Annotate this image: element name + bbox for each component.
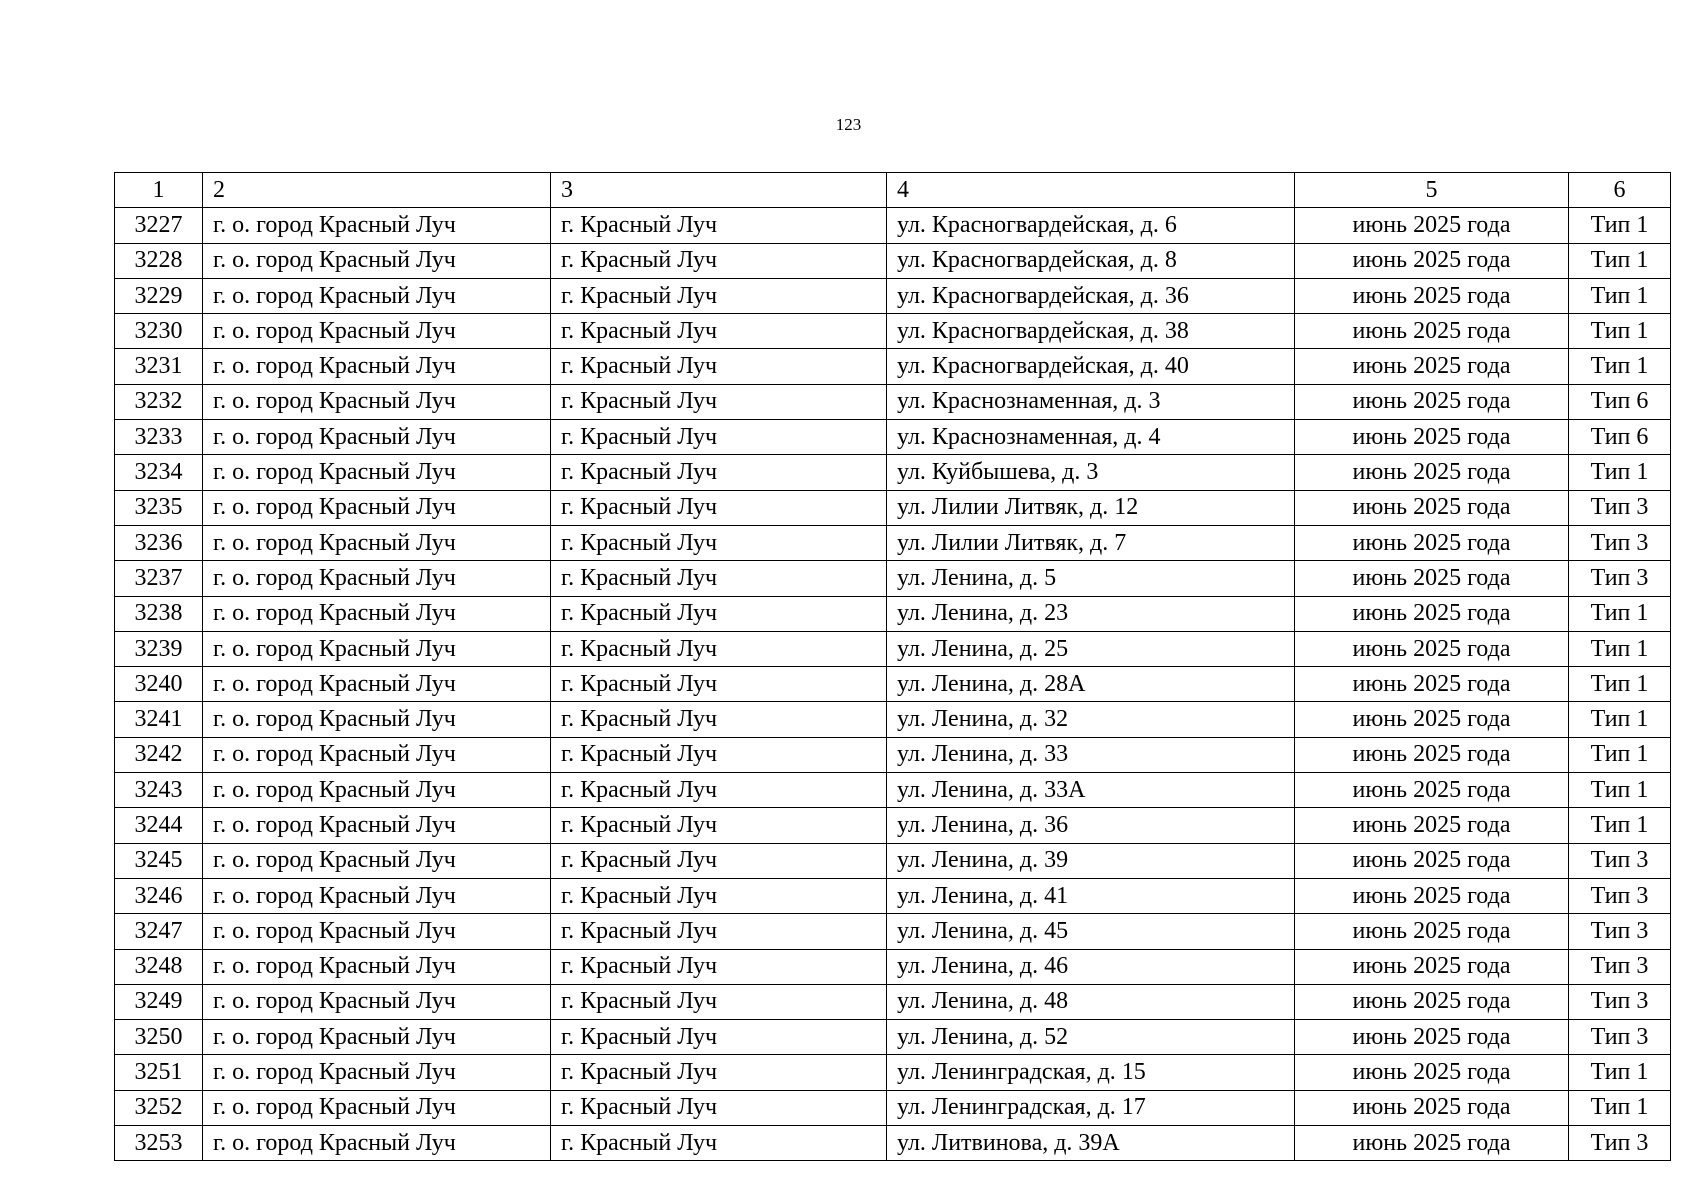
table-row — [115, 349, 1671, 384]
settlement-cell: г. Красный Луч — [551, 843, 887, 878]
table-row — [115, 1126, 1671, 1161]
address-cell: ул. Красногвардейская, д. 38 — [887, 314, 1295, 349]
address-cell: ул. Ленина, д. 32 — [887, 702, 1295, 737]
table-row — [115, 420, 1671, 455]
row-number-cell: 3249 — [115, 984, 203, 1019]
type-cell: Тип 1 — [1569, 349, 1671, 384]
type-cell: Тип 3 — [1569, 490, 1671, 525]
table-row — [115, 208, 1671, 243]
period-cell: июнь 2025 года — [1295, 1090, 1569, 1125]
period-cell: июнь 2025 года — [1295, 384, 1569, 419]
period-cell: июнь 2025 года — [1295, 631, 1569, 666]
period-cell: июнь 2025 года — [1295, 314, 1569, 349]
type-cell: Тип 1 — [1569, 278, 1671, 313]
municipality-cell: г. о. город Красный Луч — [203, 420, 551, 455]
type-cell: Тип 3 — [1569, 843, 1671, 878]
column-header-6: 6 — [1569, 173, 1671, 208]
settlement-cell: г. Красный Луч — [551, 631, 887, 666]
table-row — [115, 561, 1671, 596]
row-number-cell: 3239 — [115, 631, 203, 666]
period-cell: июнь 2025 года — [1295, 278, 1569, 313]
municipality-cell: г. о. город Красный Луч — [203, 490, 551, 525]
row-number-cell: 3250 — [115, 1020, 203, 1055]
address-cell: ул. Ленинградская, д. 15 — [887, 1055, 1295, 1090]
municipality-cell: г. о. город Красный Луч — [203, 1020, 551, 1055]
period-cell: июнь 2025 года — [1295, 949, 1569, 984]
period-cell: июнь 2025 года — [1295, 208, 1569, 243]
row-number-cell: 3253 — [115, 1126, 203, 1161]
settlement-cell: г. Красный Луч — [551, 525, 887, 560]
settlement-cell: г. Красный Луч — [551, 561, 887, 596]
table-row — [115, 949, 1671, 984]
settlement-cell: г. Красный Луч — [551, 667, 887, 702]
row-number-cell: 3241 — [115, 702, 203, 737]
settlement-cell: г. Красный Луч — [551, 1090, 887, 1125]
period-cell: июнь 2025 года — [1295, 561, 1569, 596]
table-row — [115, 455, 1671, 490]
table-row — [115, 667, 1671, 702]
row-number-cell: 3233 — [115, 420, 203, 455]
table-row — [115, 314, 1671, 349]
register-table — [114, 172, 1671, 1161]
settlement-cell: г. Красный Луч — [551, 949, 887, 984]
address-cell: ул. Ленина, д. 39 — [887, 843, 1295, 878]
type-cell: Тип 3 — [1569, 914, 1671, 949]
address-cell: ул. Ленина, д. 45 — [887, 914, 1295, 949]
type-cell: Тип 1 — [1569, 596, 1671, 631]
row-number-cell: 3228 — [115, 243, 203, 278]
table-row — [115, 1020, 1671, 1055]
municipality-cell: г. о. город Красный Луч — [203, 314, 551, 349]
address-cell: ул. Ленина, д. 33 — [887, 737, 1295, 772]
municipality-cell: г. о. город Красный Луч — [203, 737, 551, 772]
type-cell: Тип 3 — [1569, 561, 1671, 596]
type-cell: Тип 1 — [1569, 702, 1671, 737]
period-cell: июнь 2025 года — [1295, 349, 1569, 384]
row-number-cell: 3243 — [115, 773, 203, 808]
row-number-cell: 3230 — [115, 314, 203, 349]
row-number-cell: 3245 — [115, 843, 203, 878]
municipality-cell: г. о. город Красный Луч — [203, 1090, 551, 1125]
address-cell: ул. Ленина, д. 25 — [887, 631, 1295, 666]
municipality-cell: г. о. город Красный Луч — [203, 455, 551, 490]
municipality-cell: г. о. город Красный Луч — [203, 384, 551, 419]
type-cell: Тип 1 — [1569, 631, 1671, 666]
type-cell: Тип 3 — [1569, 878, 1671, 913]
table-row — [115, 773, 1671, 808]
period-cell: июнь 2025 года — [1295, 737, 1569, 772]
table-row — [115, 1055, 1671, 1090]
address-cell: ул. Ленина, д. 28А — [887, 667, 1295, 702]
column-header-3: 3 — [551, 173, 887, 208]
row-number-cell: 3244 — [115, 808, 203, 843]
row-number-cell: 3227 — [115, 208, 203, 243]
municipality-cell: г. о. город Красный Луч — [203, 914, 551, 949]
settlement-cell: г. Красный Луч — [551, 349, 887, 384]
period-cell: июнь 2025 года — [1295, 420, 1569, 455]
settlement-cell: г. Красный Луч — [551, 384, 887, 419]
row-number-cell: 3248 — [115, 949, 203, 984]
address-cell: ул. Ленина, д. 52 — [887, 1020, 1295, 1055]
settlement-cell: г. Красный Луч — [551, 596, 887, 631]
table-row — [115, 243, 1671, 278]
type-cell: Тип 6 — [1569, 420, 1671, 455]
type-cell: Тип 3 — [1569, 949, 1671, 984]
period-cell: июнь 2025 года — [1295, 490, 1569, 525]
settlement-cell: г. Красный Луч — [551, 984, 887, 1019]
period-cell: июнь 2025 года — [1295, 1020, 1569, 1055]
type-cell: Тип 1 — [1569, 1090, 1671, 1125]
municipality-cell: г. о. город Красный Луч — [203, 808, 551, 843]
period-cell: июнь 2025 года — [1295, 525, 1569, 560]
type-cell: Тип 1 — [1569, 208, 1671, 243]
address-cell: ул. Лилии Литвяк, д. 7 — [887, 525, 1295, 560]
address-cell: ул. Лилии Литвяк, д. 12 — [887, 490, 1295, 525]
municipality-cell: г. о. город Красный Луч — [203, 596, 551, 631]
row-number-cell: 3236 — [115, 525, 203, 560]
municipality-cell: г. о. город Красный Луч — [203, 1055, 551, 1090]
municipality-cell: г. о. город Красный Луч — [203, 984, 551, 1019]
municipality-cell: г. о. город Красный Луч — [203, 243, 551, 278]
municipality-cell: г. о. город Красный Луч — [203, 525, 551, 560]
type-cell: Тип 1 — [1569, 1055, 1671, 1090]
period-cell: июнь 2025 года — [1295, 808, 1569, 843]
address-cell: ул. Ленина, д. 48 — [887, 984, 1295, 1019]
settlement-cell: г. Красный Луч — [551, 702, 887, 737]
address-cell: ул. Ленина, д. 5 — [887, 561, 1295, 596]
table-row — [115, 808, 1671, 843]
settlement-cell: г. Красный Луч — [551, 455, 887, 490]
type-cell: Тип 1 — [1569, 243, 1671, 278]
municipality-cell: г. о. город Красный Луч — [203, 878, 551, 913]
period-cell: июнь 2025 года — [1295, 455, 1569, 490]
page-number: 123 — [835, 115, 862, 134]
period-cell: июнь 2025 года — [1295, 243, 1569, 278]
column-header-1: 1 — [115, 173, 203, 208]
period-cell: июнь 2025 года — [1295, 1126, 1569, 1161]
address-cell: ул. Ленина, д. 36 — [887, 808, 1295, 843]
header-row — [115, 173, 1671, 208]
municipality-cell: г. о. город Красный Луч — [203, 208, 551, 243]
address-cell: ул. Ленина, д. 33А — [887, 773, 1295, 808]
period-cell: июнь 2025 года — [1295, 843, 1569, 878]
address-cell: ул. Краснознаменная, д. 4 — [887, 420, 1295, 455]
municipality-cell: г. о. город Красный Луч — [203, 843, 551, 878]
period-cell: июнь 2025 года — [1295, 773, 1569, 808]
address-cell: ул. Красногвардейская, д. 36 — [887, 278, 1295, 313]
column-header-2: 2 — [203, 173, 551, 208]
table-row — [115, 525, 1671, 560]
table-row — [115, 843, 1671, 878]
settlement-cell: г. Красный Луч — [551, 420, 887, 455]
row-number-cell: 3238 — [115, 596, 203, 631]
table-row — [115, 702, 1671, 737]
municipality-cell: г. о. город Красный Луч — [203, 949, 551, 984]
municipality-cell: г. о. город Красный Луч — [203, 702, 551, 737]
table-row — [115, 737, 1671, 772]
address-cell: ул. Литвинова, д. 39А — [887, 1126, 1295, 1161]
period-cell: июнь 2025 года — [1295, 984, 1569, 1019]
address-cell: ул. Красногвардейская, д. 8 — [887, 243, 1295, 278]
table-row — [115, 1090, 1671, 1125]
table-row — [115, 914, 1671, 949]
settlement-cell: г. Красный Луч — [551, 1020, 887, 1055]
table-row — [115, 596, 1671, 631]
municipality-cell: г. о. город Красный Луч — [203, 1126, 551, 1161]
period-cell: июнь 2025 года — [1295, 878, 1569, 913]
settlement-cell: г. Красный Луч — [551, 773, 887, 808]
settlement-cell: г. Красный Луч — [551, 208, 887, 243]
table-row — [115, 384, 1671, 419]
type-cell: Тип 1 — [1569, 314, 1671, 349]
address-cell: ул. Ленина, д. 41 — [887, 878, 1295, 913]
address-cell: ул. Ленинградская, д. 17 — [887, 1090, 1295, 1125]
row-number-cell: 3237 — [115, 561, 203, 596]
settlement-cell: г. Красный Луч — [551, 1126, 887, 1161]
municipality-cell: г. о. город Красный Луч — [203, 278, 551, 313]
table-row — [115, 631, 1671, 666]
row-number-cell: 3252 — [115, 1090, 203, 1125]
row-number-cell: 3235 — [115, 490, 203, 525]
type-cell: Тип 6 — [1569, 384, 1671, 419]
row-number-cell: 3232 — [115, 384, 203, 419]
settlement-cell: г. Красный Луч — [551, 878, 887, 913]
row-number-cell: 3246 — [115, 878, 203, 913]
settlement-cell: г. Красный Луч — [551, 737, 887, 772]
municipality-cell: г. о. город Красный Луч — [203, 667, 551, 702]
table-header — [115, 173, 1671, 208]
municipality-cell: г. о. город Красный Луч — [203, 631, 551, 666]
table-body — [115, 208, 1671, 1161]
column-header-4: 4 — [887, 173, 1295, 208]
settlement-cell: г. Красный Луч — [551, 1055, 887, 1090]
settlement-cell: г. Красный Луч — [551, 278, 887, 313]
type-cell: Тип 1 — [1569, 737, 1671, 772]
municipality-cell: г. о. город Красный Луч — [203, 773, 551, 808]
period-cell: июнь 2025 года — [1295, 1055, 1569, 1090]
type-cell: Тип 3 — [1569, 1126, 1671, 1161]
address-cell: ул. Красногвардейская, д. 40 — [887, 349, 1295, 384]
row-number-cell: 3229 — [115, 278, 203, 313]
table-row — [115, 278, 1671, 313]
address-cell: ул. Красногвардейская, д. 6 — [887, 208, 1295, 243]
settlement-cell: г. Красный Луч — [551, 808, 887, 843]
type-cell: Тип 3 — [1569, 984, 1671, 1019]
row-number-cell: 3247 — [115, 914, 203, 949]
address-cell: ул. Краснознаменная, д. 3 — [887, 384, 1295, 419]
row-number-cell: 3251 — [115, 1055, 203, 1090]
address-cell: ул. Ленина, д. 23 — [887, 596, 1295, 631]
settlement-cell: г. Красный Луч — [551, 490, 887, 525]
type-cell: Тип 1 — [1569, 773, 1671, 808]
period-cell: июнь 2025 года — [1295, 914, 1569, 949]
type-cell: Тип 3 — [1569, 1020, 1671, 1055]
period-cell: июнь 2025 года — [1295, 702, 1569, 737]
settlement-cell: г. Красный Луч — [551, 314, 887, 349]
period-cell: июнь 2025 года — [1295, 596, 1569, 631]
address-cell: ул. Ленина, д. 46 — [887, 949, 1295, 984]
type-cell: Тип 3 — [1569, 525, 1671, 560]
column-header-5: 5 — [1295, 173, 1569, 208]
type-cell: Тип 1 — [1569, 667, 1671, 702]
period-cell: июнь 2025 года — [1295, 667, 1569, 702]
row-number-cell: 3231 — [115, 349, 203, 384]
municipality-cell: г. о. город Красный Луч — [203, 561, 551, 596]
settlement-cell: г. Красный Луч — [551, 243, 887, 278]
municipality-cell: г. о. город Красный Луч — [203, 349, 551, 384]
table-row — [115, 490, 1671, 525]
type-cell: Тип 1 — [1569, 808, 1671, 843]
row-number-cell: 3234 — [115, 455, 203, 490]
row-number-cell: 3242 — [115, 737, 203, 772]
table-row — [115, 878, 1671, 913]
table-row — [115, 984, 1671, 1019]
row-number-cell: 3240 — [115, 667, 203, 702]
settlement-cell: г. Красный Луч — [551, 914, 887, 949]
type-cell: Тип 1 — [1569, 455, 1671, 490]
address-cell: ул. Куйбышева, д. 3 — [887, 455, 1295, 490]
